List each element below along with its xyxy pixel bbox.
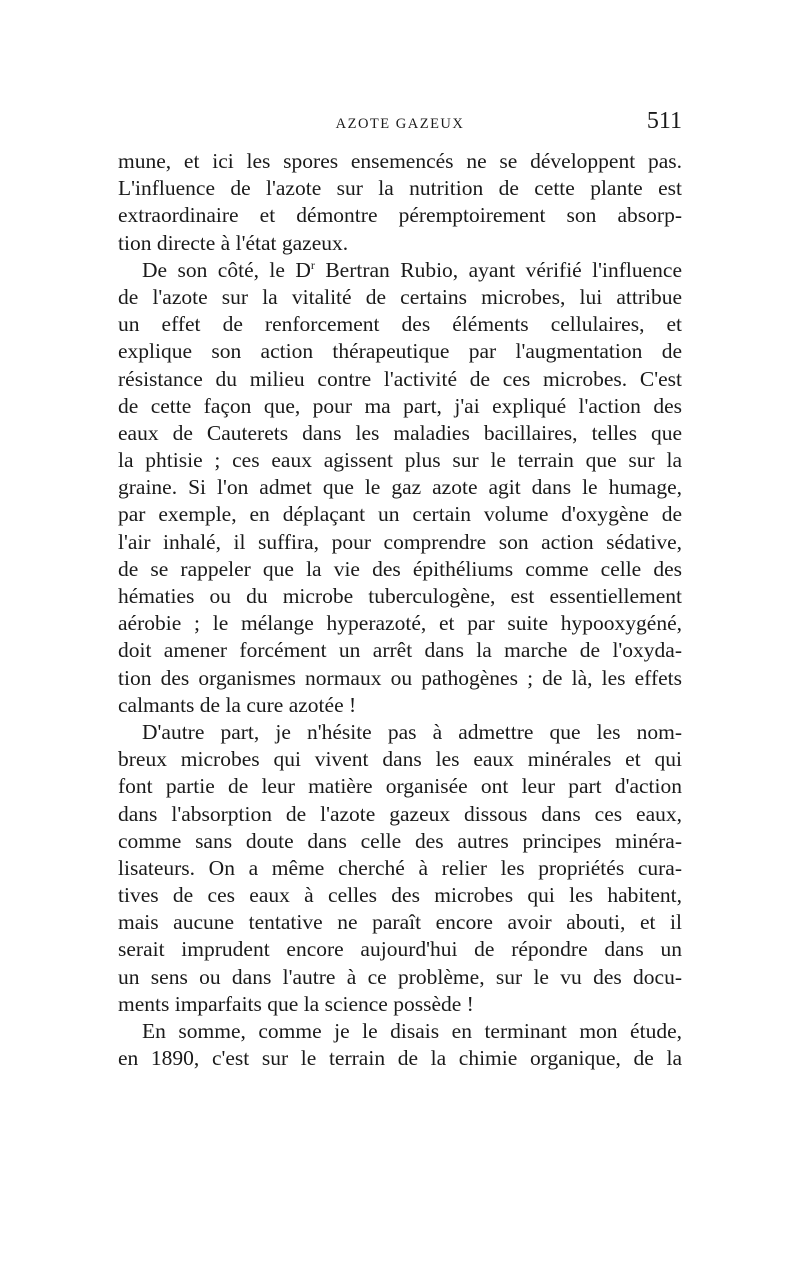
text-line: comme sans doute dans celle des autres principes minéra- <box>118 828 682 853</box>
text-line: en 1890, c'est sur le terrain de la chimie organique, de la <box>118 1046 682 1071</box>
text-line: explique son action thérapeutique par l'augmentation de <box>118 339 682 364</box>
page-number: 511 <box>646 108 682 134</box>
text-line: breux microbes qui vivent dans les eaux minérales et qui <box>118 747 682 772</box>
text-line: dans l'absorption de l'azote gazeux dissous dans ces eaux, <box>118 801 682 826</box>
text-line: tion des organismes normaux ou pathogènes ; de là, les effets <box>118 665 682 690</box>
text-line: extraordinaire et démontre péremptoirement son absorp- <box>118 203 682 228</box>
paragraph-first-line: En somme, comme je le disais en terminant mon étude, <box>142 1019 682 1043</box>
text-fragment: De son côté, le D <box>142 257 311 282</box>
text-line: serait imprudent encore aujourd'hui de répondre dans un <box>118 937 682 962</box>
text-line: font partie de leur matière organisée ont leur part d'action <box>118 774 682 799</box>
text-fragment: Bertran Rubio, ayant vérifié l'influence <box>314 257 682 282</box>
paragraph-first-line: D'autre part, je n'hésite pas à admettre que les nom- <box>142 719 682 744</box>
text-line: de l'azote sur la vitalité de certains microbes, lui attribue <box>118 284 682 309</box>
paragraph-first-line <box>118 257 682 284</box>
text-line: graine. Si l'on admet que le gaz azote agit dans le humage, <box>118 475 682 500</box>
text-line: un effet de renforcement des éléments cellulaires, et <box>118 312 682 337</box>
text-line: doit amener forcément un arrêt dans la marche de l'oxyda- <box>118 638 682 663</box>
text-line: calmants de la cure azotée ! <box>118 692 357 717</box>
running-head <box>118 104 682 144</box>
text-line: par exemple, en déplaçant un certain volume d'oxygène de <box>118 502 682 527</box>
text-line: de se rappeler que la vie des épithéliums comme celle des <box>118 556 682 581</box>
text-line: lisateurs. On a même cherché à relier les propriétés cura- <box>118 855 682 880</box>
superscript: r <box>310 257 315 272</box>
body-text <box>118 148 682 1072</box>
text-line: eaux de Cauterets dans les maladies bacillaires, telles que <box>118 420 682 445</box>
text-line: L'influence de l'azote sur la nutrition de cette plante est <box>118 176 682 201</box>
text-line: tion directe à l'état gazeux. <box>118 230 349 255</box>
text-line: aérobie ; le mélange hyperazoté, et par suite hypooxygéné, <box>118 611 682 636</box>
text-line: résistance du milieu contre l'activité de ces microbes. C'est <box>118 366 682 391</box>
text-line: mais aucune tentative ne paraît encore avoir abouti, et il <box>118 910 682 935</box>
text-line: tives de ces eaux à celles des microbes qui les habitent, <box>118 883 682 908</box>
text-line: un sens ou dans l'autre à ce problème, sur le vu des docu- <box>118 964 682 989</box>
text-line: hématies ou du microbe tuberculogène, est essentiellement <box>118 584 682 608</box>
text-line: la phtisie ; ces eaux agissent plus sur le terrain que sur la <box>118 448 682 473</box>
text-line: de cette façon que, pour ma part, j'ai expliqué l'action des <box>118 393 682 418</box>
running-title: AZOTE GAZEUX <box>335 116 465 132</box>
text-line: l'air inhalé, il suffira, pour comprendre son action sédative, <box>118 529 682 554</box>
text-line: ments imparfaits que la science possède ! <box>118 991 474 1016</box>
text-line: mune, et ici les spores ensemencés ne se développent pas. <box>118 149 682 173</box>
